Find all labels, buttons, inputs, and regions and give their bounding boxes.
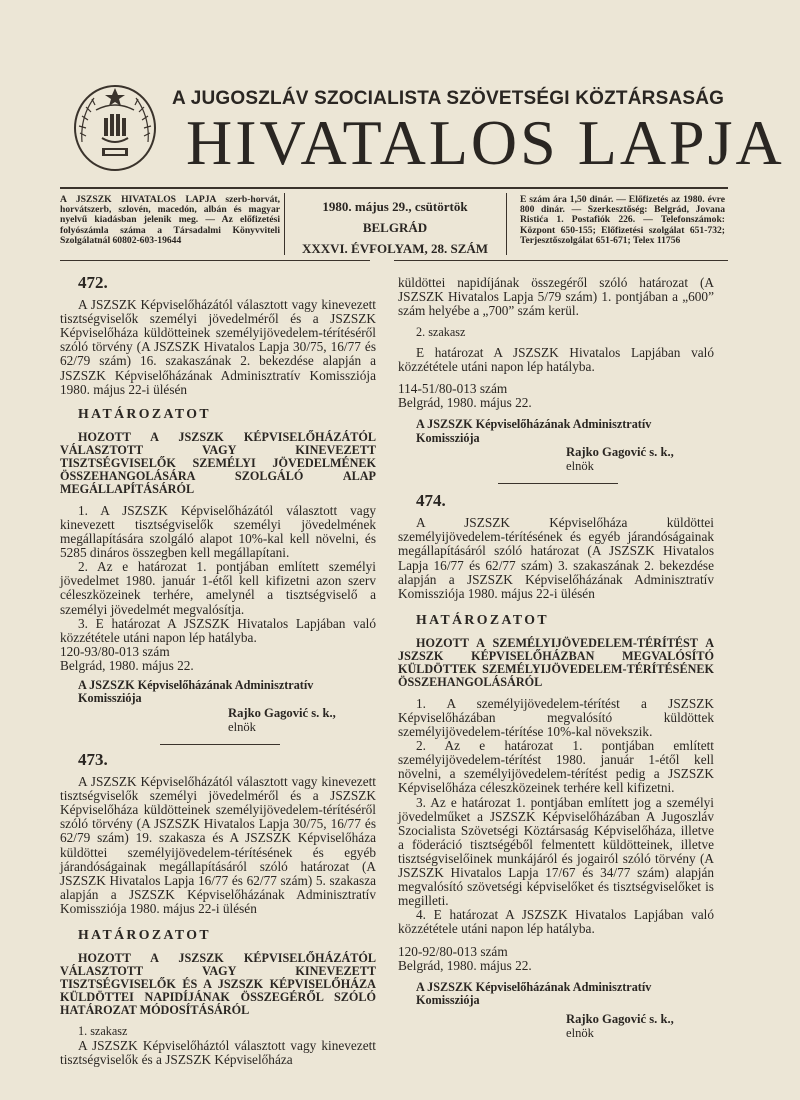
signature: Rajko Gagović s. k.,: [228, 705, 336, 720]
masthead-title: HIVATALOS LAPJA: [186, 107, 785, 178]
issue-place: BELGRÁD: [362, 220, 428, 235]
right-column: [398, 276, 714, 1040]
issuing-body: A JSZSZK Képviselőházának Adminisztratív: [416, 417, 652, 432]
signature: Rajko Gagović s. k.,: [566, 445, 674, 460]
decision-heading: HATÁROZATOT: [78, 405, 211, 421]
issue-date: 1980. május 29., csütörtök: [322, 199, 468, 214]
place-date: Belgrád, 1980. május 22.: [398, 395, 532, 411]
masthead-rule: [60, 187, 728, 189]
issue-info: [290, 196, 500, 259]
paragraph: 2. Az e határozat 1. pontjában említett személyi jövedelmet 1980. január 1-étől kell kifizetni azon szerv céleszközeinek terhére, amelynél a tisztségviselő a személyi jövedelmét megvalósítja.: [60, 559, 376, 617]
item-number: 473.: [78, 749, 108, 769]
signature-role: elnök: [228, 719, 256, 734]
issuing-body: A JSZSZK Képviselőházának Adminisztratív: [78, 677, 314, 692]
reference-number: 114-51/80-013 szám: [398, 380, 508, 396]
paragraph: 1. A személyijövedelem-térítést a JSZSZK Képviselőházában megvalósító küldöttek személyijövedelem-térítése 10%-kal növekszik.: [398, 695, 714, 740]
paragraph: A JSZSZK Képviselőházától választott vagy kinevezett tisztségviselők személyi jövedelméről és a JSZSZK Képviselőháza küldötteinek személyijövedelem-térítéséről szóló törvény (A JSZSZK Hivatalos Lapja 30/75, 16/77 és 62/79 szám) 16. szakaszának 2. bekezdése alapján a JSZSZK Képviselőházának Adminisztratív Komissziója 1980. május 22-i ülésén: [60, 297, 376, 397]
section-label: 1. szakasz: [78, 1024, 128, 1039]
paragraph: 3. Az e határozat 1. pontjában említett jog a személyi jövedelműket a JSZSZK Képviselőházában A Jugoszláv Szocialista Szövetségi Köztársaság Képviselőháza, illetve a föderáció tisztségéből felmentett küldötteinek, illetve tisztségviselőinek munkájáról és jogairól szóló törvény (A JSZSZK Hivatalos Lapja 17/67 és 34/77 szám) alapján megvalósító szövetségi képviselőket és tisztségviselőket is megilleti.: [398, 794, 714, 909]
issuing-body: Komissziója: [416, 993, 480, 1008]
item-number: 474.: [416, 491, 446, 511]
header-bottom-rule: [394, 260, 728, 261]
decision-heading: HATÁROZATOT: [78, 927, 211, 942]
paragraph: 4. E határozat A JSZSZK Hivatalos Lapjában való közzététele utáni napon lép hatályba.: [398, 907, 714, 937]
masthead-country: A JUGOSZLÁV SZOCIALISTA SZÖVETSÉGI KÖZTÁRSASÁG: [172, 88, 725, 109]
publication-info: A JSZSZK HIVATALOS LAPJA szerb-horvát, horvátszerb, szlovén, macedón, albán és magyar nyelvű kiadásban jelenik meg. — Az előfizetési folyószámla száma a Társadalmi Könyvviteli Szolgálatnál 60802-603-19644: [60, 194, 280, 246]
signature-role: elnök: [566, 459, 594, 474]
issue-volume: XXXVI. ÉVFOLYAM, 28. SZÁM: [301, 241, 489, 256]
state-emblem-icon: [72, 82, 158, 172]
paragraph: E határozat A JSZSZK Hivatalos Lapjában való közzététele utáni napon lép hatályba.: [398, 344, 714, 374]
paragraph: küldöttei napidíjának összegéről szóló határozat (A JSZSZK Hivatalos Lapja 5/79 szám) 1. pontjában a „600” szám helyébe a „700” szám kerül.: [398, 275, 714, 319]
signature-role: elnök: [566, 1025, 594, 1040]
section-divider: [498, 483, 618, 484]
decision-heading: HATÁROZATOT: [416, 611, 549, 627]
place-date: Belgrád, 1980. május 22.: [60, 657, 194, 673]
paragraph: 1. A JSZSZK Képviselőházától választott vagy kinevezett tisztségviselők személyi jövedelmének megállapítására szolgáló alapot 10%-kal kell növelni, és 5285 dináros összegben kell megállapítani.: [60, 502, 376, 561]
reference-number: 120-92/80-013 szám: [398, 943, 508, 959]
header-divider: [284, 193, 285, 255]
header-bottom-rule: [60, 260, 370, 261]
section-label: 2. szakasz: [416, 325, 466, 340]
header-divider: [506, 193, 507, 255]
decision-title: HOZOTT A JSZSZK KÉPVISELŐHÁZÁTÓL VÁLASZTOTT VAGY KINEVEZETT TISZTSÉGVISELŐK ÉS A JSZSZK KÉPVISELŐHÁZA KÜLDÖTTEI NAPIDÍJÁNAK ÖSSZEGÉRŐL SZÓLÓ HATÁROZAT MÓDOSÍTÁSÁRÓL: [60, 951, 376, 1018]
place-date: Belgrád, 1980. május 22.: [398, 957, 532, 973]
paragraph: 3. E határozat A JSZSZK Hivatalos Lapjában való közzététele utáni napon lép hatályba.: [60, 615, 376, 645]
paragraph: A JSZSZK Képviselőháztól választott vagy kinevezett tisztségviselők és a JSZSZK Képviselőháza: [60, 1037, 376, 1067]
left-column: [60, 273, 376, 1067]
signature: Rajko Gagović s. k.,: [566, 1011, 674, 1026]
item-number: 472.: [78, 273, 108, 292]
decision-title: HOZOTT A SZEMÉLYIJÖVEDELEM-TÉRÍTÉST A JSZSZK KÉPVISELŐHÁZBAN MEGVALÓSÍTÓ KÜLDÖTTEK SZEMÉLYIJÖVEDELEM-TÉRÍTÉSÉNEK ÖSSZEHANGOLÁSÁRÓL: [398, 635, 714, 689]
paragraph: 2. Az e határozat 1. pontjában említett személyijövedelem-térítést 1980. január 1-étől kell növelni, a személyijövedelem-térítést pedig a JSZSZK Képviselőháza céleszközeinek terhére kell kifizetni.: [398, 738, 714, 796]
issuing-body: Komissziója: [416, 430, 480, 445]
section-divider: [160, 744, 280, 745]
issuing-body: A JSZSZK Képviselőházának Adminisztratív: [416, 979, 652, 994]
reference-number: 120-93/80-013 szám: [60, 643, 170, 659]
price-info: E szám ára 1,50 dinár. — Előfizetés az 1980. évre 800 dinár. — Szerkesztőség: Belgrád, Jovana Ristića 1. Postafiók 226. — Telefonszámok: Központ 650-155; Előfizetési szolgálat 651-732; Terjesztőszolgálat 651-671; Telex 11756: [520, 194, 725, 246]
issuing-body: Komissziója: [78, 691, 142, 706]
decision-title: HOZOTT A JSZSZK KÉPVISELŐHÁZÁTÓL VÁLASZTOTT VAGY KINEVEZETT TISZTSÉGVISELŐK SZEMÉLYI JÖVEDELMÉNEK ÖSSZEHANGOLÁSÁRA SZOLGÁLÓ ALAP MEGÁLLAPÍTÁSÁRÓL: [60, 429, 376, 496]
paragraph: A JSZSZK Képviselőházától választott vagy kinevezett tisztségviselők személyi jövedelméről és a JSZSZK Képviselőháza küldötteinek személyijövedelem-térítéséről szóló törvény (A JSZSZK Hivatalos Lapja 30/75, 16/77 és 62/79 szám) 19. szakasza és A JSZSZK Képviselőháza küldöttei személyijövedelem-térítésének és egyéb járandóságainak megállapításáról szóló határozat (A JSZSZK Hivatalos Lapja 16/77 és 62/77 szám) 5. szakasza alapján a JSZSZK Képviselőházának Adminisztratív Komissziója 1980. május 22-i ülésén: [60, 774, 376, 916]
paragraph: A JSZSZK Képviselőháza küldöttei személyijövedelem-térítésének és egyéb járandóságainak megállapításáról szóló határozat (A JSZSZK Hivatalos Lapja 16/77 és 62/77 szám) 3. szakaszának 2. bekezdése alapján a JSZSZK Képviselőházának Adminisztratív Komissziója 1980. május 22-i ülésén: [398, 515, 714, 601]
